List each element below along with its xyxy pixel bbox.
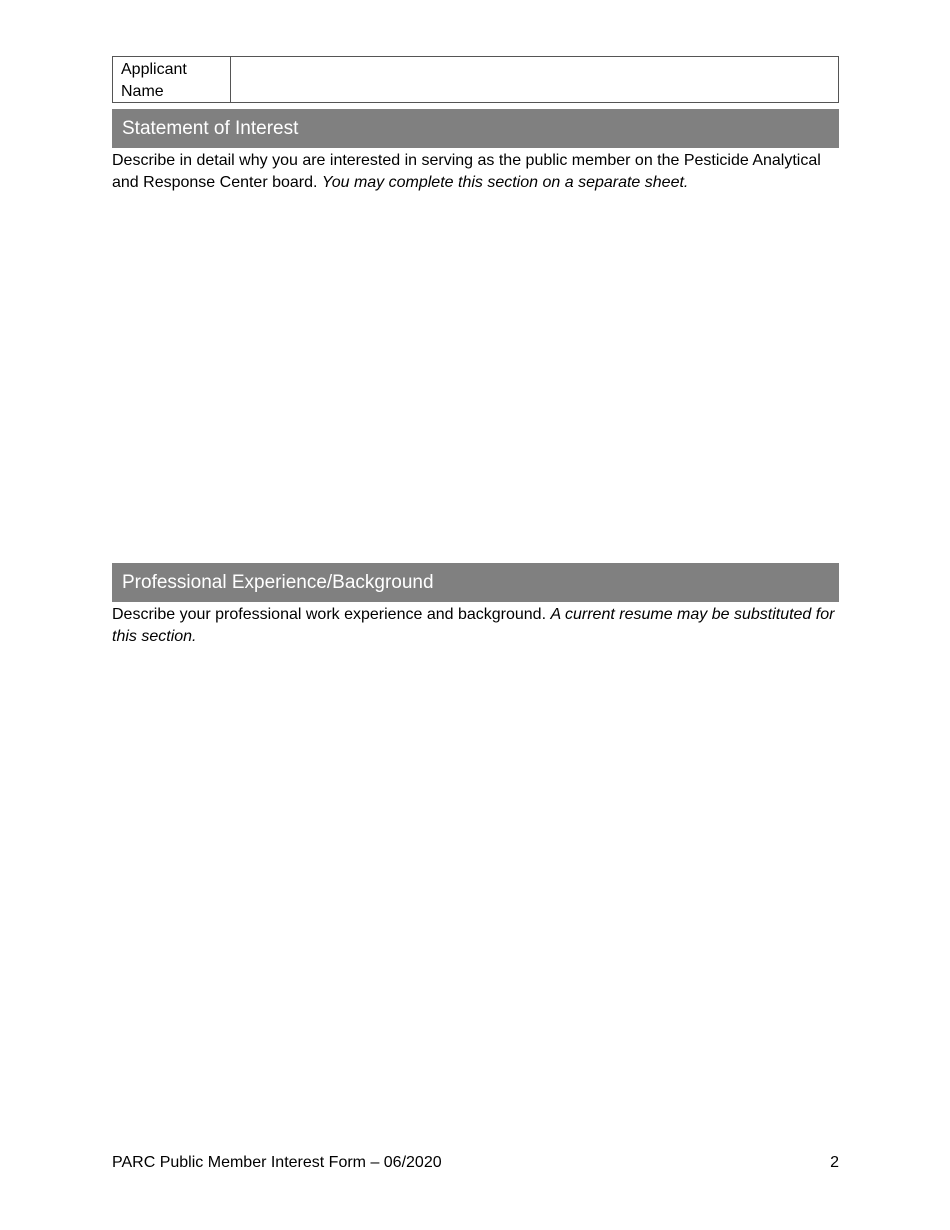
footer-form-title: PARC Public Member Interest Form – 06/2020 xyxy=(112,1154,442,1171)
applicant-name-label: Applicant Name xyxy=(113,57,231,102)
footer-page-number: 2 xyxy=(830,1154,839,1171)
statement-of-interest-answer-area[interactable] xyxy=(112,198,839,553)
statement-of-interest-instructions xyxy=(112,150,839,194)
statement-of-interest-heading: Statement of Interest xyxy=(112,109,839,148)
professional-experience-instructions-text: Describe your professional work experience and background. xyxy=(112,606,547,623)
statement-of-interest-instructions-note: You may complete this section on a separate sheet. xyxy=(321,174,689,191)
professional-experience-answer-area[interactable] xyxy=(112,652,839,1132)
professional-experience-instructions-note: A current resume may be substituted for this section. xyxy=(112,606,835,645)
applicant-name-field[interactable] xyxy=(231,57,838,102)
applicant-name-table xyxy=(112,56,839,103)
professional-experience-heading: Professional Experience/Background xyxy=(112,563,839,602)
page-footer xyxy=(112,1152,839,1174)
professional-experience-instructions xyxy=(112,604,839,648)
statement-of-interest-instructions-text: Describe in detail why you are interested in serving as the public member on the Pesticide Analytical and Response Center board. xyxy=(112,152,821,191)
